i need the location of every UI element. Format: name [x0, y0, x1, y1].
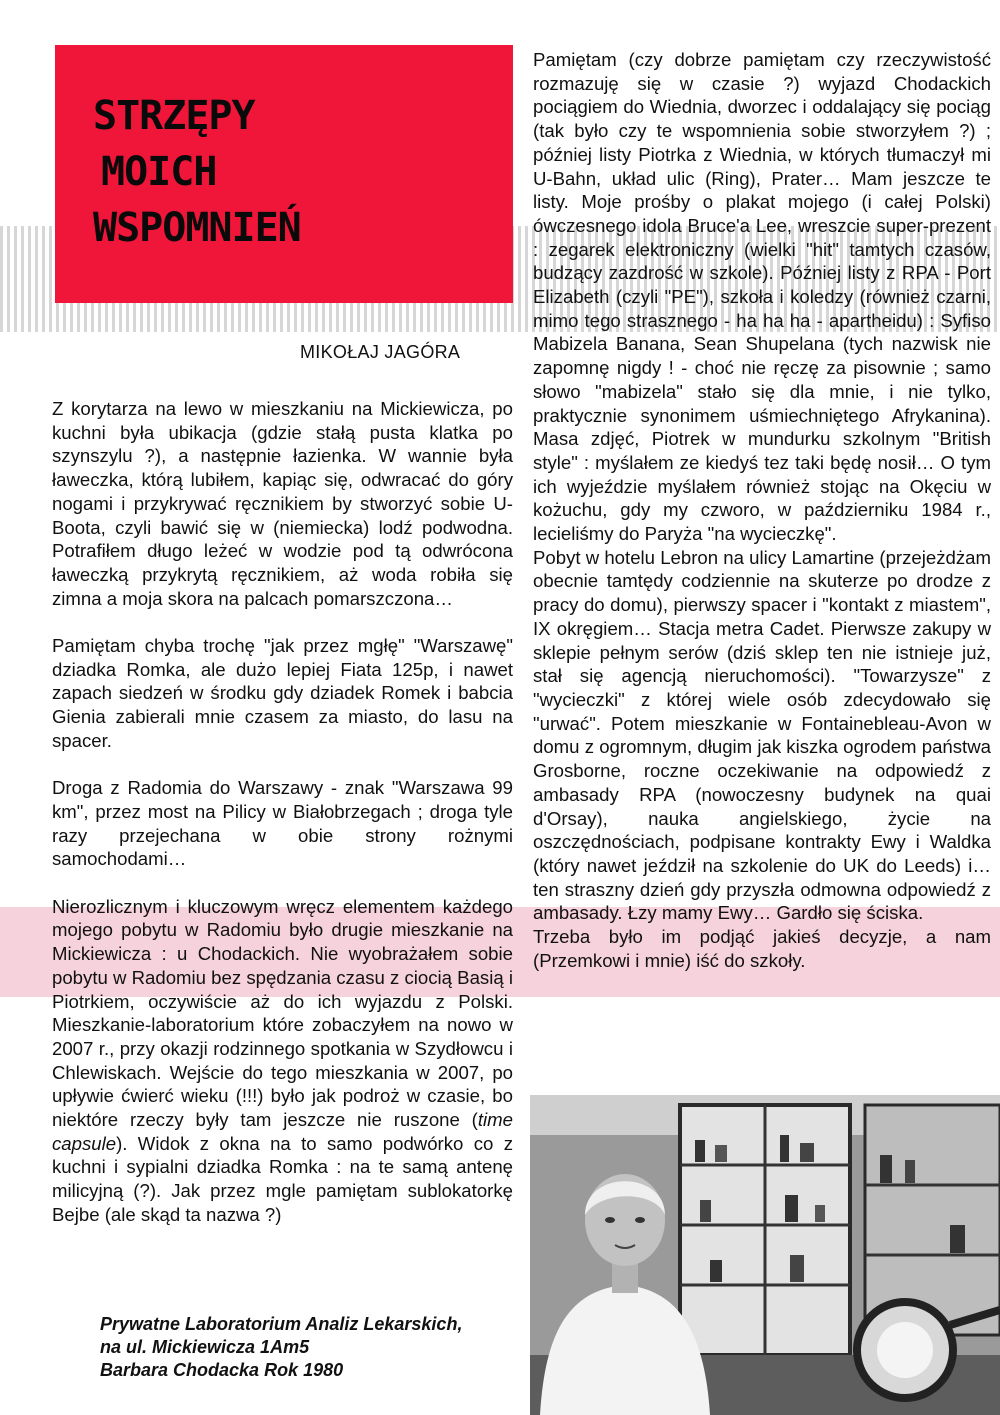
title-line-1: STRZĘPY — [93, 93, 255, 139]
italic-phrase: time capsule — [52, 1109, 513, 1154]
left-column — [52, 397, 513, 1227]
paragraph-text: ). Widok z okna na to samo podwórko co z kuchni i sypialni dziadka Romka : na te samą antenę milicyjną (?). Jak przez mgle pamiętam sublokatorkę Bejbe (ale skąd ta nazwa ?) — [52, 1132, 513, 1225]
paragraph: Trzeba było im podjąć jakieś decyzje, a nam (Przemkowi i mnie) iść do szkoły. — [533, 926, 991, 971]
paragraph: Pamiętam chyba trochę "jak przez mgłę" "Warszawę" dziadka Romka, ale dużo lepiej Fiata 125p, i nawet zapach siedzeń w środku gdy dziadek Romek i babcia Gienia zabierali mnie czasem za miasto, do lasu na spacer. — [52, 635, 513, 751]
title-line-3: WSPOMNIEŃ — [93, 205, 301, 251]
photo-illustration — [530, 1095, 1000, 1415]
author-name: MIKOŁAJ JAGÓRA — [300, 342, 461, 362]
laboratory-photo — [530, 1095, 1000, 1415]
article-title — [93, 88, 301, 256]
photo-caption — [100, 1313, 462, 1382]
paragraph: Z korytarza na lewo w mieszkaniu na Mickiewicza, po kuchni była ubikacja (gdzie stałą pusta klatka po szynszylu ?), a następnie łazienka. W wannie była ławeczka, którą lubiłem, kapiąc się, odwracać do góry nogami i przykrywać ręcznikiem by stworzyć sobie U-Boota, czyli bawić się w (niemiecka) lodź podwodna. Potrafiłem długo leżeć w wodzie pod tą odwrócona ławeczką przykrytą ręcznikiem, aż woda robiła się zimna a moja skora na palcach pomarszczona… — [52, 398, 513, 609]
caption-line: Prywatne Laboratorium Analiz Lekarskich, — [100, 1314, 463, 1334]
caption-line: Barbara Chodacka Rok 1980 — [100, 1360, 344, 1380]
paragraph: Droga z Radomia do Warszawy - znak "Warszawa 99 km", przez most na Pilicy w Białobrzegach ; droga tyle razy przejechana w obie strony rożnymi samochodami… — [52, 777, 513, 870]
paragraph — [52, 895, 513, 1227]
paragraph-text: Nierozlicznym i kluczowym wręcz elementem każdego mojego pobytu w Radomiu było drugie mieszkanie na Mickiewicza : u Chodackich. Nie wyobrażałem sobie pobytu w Radomiu bez spędzania czasu z ciocią Basią i Piotrkiem, oczywiście aż do ich wyjazdu z Polski. Mieszkanie-laboratorium które zobaczyłem na nowo w 2007 r., przy okazji rodzinnego spotkania w Szydłowcu i Chlewiskach. Wejście do tego mieszkania w 2007, po upływie ćwierć wieku (!!!) było jak podroż w czasie, bo niektóre rzeczy były tam jeszcze nie ruszone ( — [52, 895, 513, 1131]
paragraph: Pobyt w hotelu Lebron na ulicy Lamartine (przejeżdżam obecnie tamtędy codziennie na skuterze po drodze z pracy do domu), pierwszy spacer i "kontakt z miastem", IX okręgiem… Stacja metra Cadet. Pierwsze zakupy w sklepie pełnym serów (dziś sklep ten nie istnieje już, stał się agencją nieruchomości). "Towarzysze" z "wycieczki" z której wiele osób zdecydowało się "urwać". Potem mieszkanie w Fontainebleau-Avon w domu z ogromnym, długim jak kiszka ogrodem państwa Grosborne, roczne oczekiwanie na odpowiedź z ambasady RPA (nowoczesny budynek na quai d'Orsay), nauka angielskiego, życie na oszczędnościach, podpisane kontrakty Ewy i Waldka (który nawet jeździł na szkolenie do UK do Leeds) i… ten straszny dzień gdy przyszła odmowna odpowiedź z ambasady. Łzy mamy Ewy… Gardło się ściska. — [533, 546, 991, 924]
caption-line: na ul. Mickiewicza 1Am5 — [100, 1337, 310, 1357]
title-line-2: MOICH — [101, 149, 217, 195]
right-column — [533, 48, 991, 972]
paragraph: Pamiętam (czy dobrze pamiętam czy rzeczywistość rozmazuję się w czasie ?) wyjazd Chodackich pociągiem do Wiednia, dworzec i oddalający się pociąg (tak było czy te wspomnienia sobie stworzyłem ?) ; później listy Piotrka z Wiednia, w których tłumaczył mi U-Bahn, układ ulic (Ring), Prater… Mam jeszcze te listy. Moje prośby o plakat mojego (i całej Polski) ówczesnego idola Bruce'a Lee, wreszcie super-prezent : zegarek elektroniczny (wielki "hit" tamtych czasów, budzący zazdrość w szkole). Później listy z RPA - Port Elizabeth (czyli "PE"), szkoła i koledzy (również czarni, mimo tego strasznego - ha ha ha - apartheidu) : Syfiso Mabizela Banana, Sean Shupelana (tych nazwisk nie zapomnę nigdy ! - choć nie ręczę za pisownie ; samo słowo "mabizela" stało się dla mnie, i nie tylko, praktycznie synonimem uśmiechniętego Afrykanina). Masa zdjęć, Piotrek w mundurku szkolnym "British style" : myślałem ze kiedyś tez taki będę nosił… O tym ich wyjeździe myślałem również stojąc na Okęciu w kożuchu, gdy my czworo, w październiku 1984 r., lecieliśmy do Paryża "na wycieczkę". — [533, 49, 991, 545]
